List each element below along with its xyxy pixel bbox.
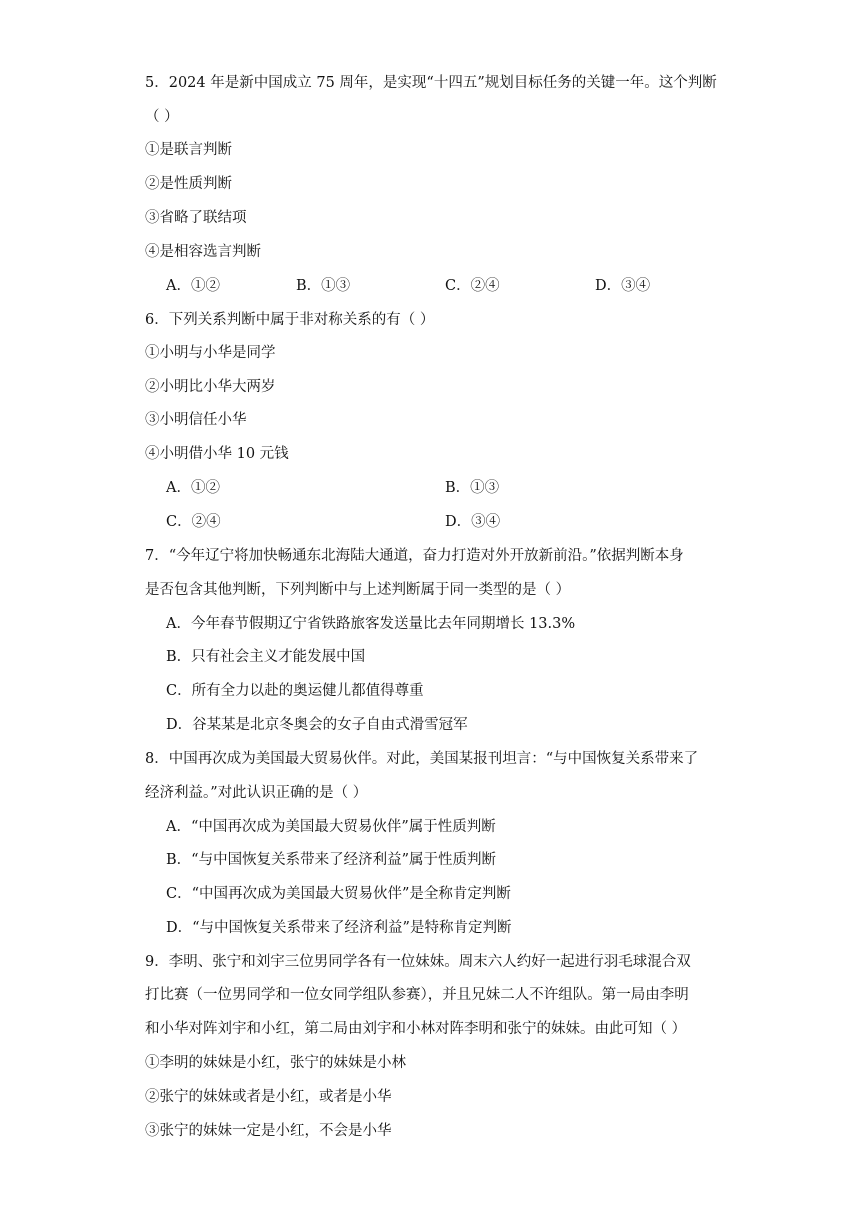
q9-item-1: ①李明的妹妹是小红，张宁的妹妹是小林 [145,1055,406,1071]
q8-option-b: B．“与中国恢复关系带来了经济利益”属于性质判断 [166,852,496,868]
q7-option-c: C．所有全力以赴的奥运健儿都值得尊重 [166,683,424,699]
q5-item-2: ②是性质判断 [145,176,232,192]
q9-stem-line-3: 和小华对阵刘宇和小红，第二局由刘宇和小林对阵李明和张宁的妹妹。由此可知（ ） [145,1021,687,1037]
q8-option-a: A．“中国再次成为美国最大贸易伙伴”属于性质判断 [166,819,496,835]
q5-item-3: ③省略了联结项 [145,210,247,226]
q9-item-2: ②张宁的妹妹或者是小红，或者是小华 [145,1089,392,1105]
q7-stem-line-1: 7．“今年辽宁将加快畅通东北海陆大通道，奋力打造对外开放新前沿。”依据判断本身 [145,548,684,564]
q5-option-d: D．③④ [595,278,651,294]
q6-option-d: D．③④ [445,514,501,530]
q6-item-4: ④小明借小华 10 元钱 [145,446,289,462]
q6-stem-line-1: 6．下列关系判断中属于非对称关系的有（ ） [145,312,435,328]
q9-item-3: ③张宁的妹妹一定是小红，不会是小华 [145,1123,392,1139]
q5-item-4: ④是相容选言判断 [145,244,261,260]
q5-stem-line-2: （ ） [145,109,179,125]
q6-item-1: ①小明与小华是同学 [145,345,276,361]
q7-option-d: D．谷某某是北京冬奥会的女子自由式滑雪冠军 [166,717,468,733]
q5-option-a: A．①② [166,278,220,294]
q5-option-b: B．①③ [296,278,351,294]
q7-stem-line-2: 是否包含其他判断，下列判断中与上述判断属于同一类型的是（ ） [145,582,571,598]
q6-option-b: B．①③ [445,480,500,496]
q8-stem-line-2: 经济利益。”对此认识正确的是（ ） [145,785,368,801]
q6-option-a: A．①② [166,480,220,496]
q9-stem-line-1: 9．李明、张宁和刘宇三位男同学各有一位妹妹。周末六人约好一起进行羽毛球混合双 [145,954,691,970]
q5-item-1: ①是联言判断 [145,142,232,158]
q8-option-c: C．“中国再次成为美国最大贸易伙伴”是全称肯定判断 [166,886,511,902]
q5-stem-line-1: 5．2024 年是新中国成立 75 周年，是实现“十四五”规划目标任务的关键一年。这个判断 [145,75,717,91]
q7-option-a: A．今年春节假期辽宁省铁路旅客发送量比去年同期增长 13.3% [166,616,576,632]
q6-item-2: ②小明比小华大两岁 [145,379,276,395]
q5-option-c: C．②④ [445,278,500,294]
q6-option-c: C．②④ [166,514,221,530]
q7-option-b: B．只有社会主义才能发展中国 [166,649,366,665]
q6-item-3: ③小明信任小华 [145,412,247,428]
q8-stem-line-1: 8．中国再次成为美国最大贸易伙伴。对此，美国某报刊坦言：“与中国恢复关系带来了 [145,751,699,767]
q8-option-d: D．“与中国恢复关系带来了经济利益”是特称肯定判断 [166,920,512,936]
q9-stem-line-2: 打比赛（一位男同学和一位女同学组队参赛），并且兄妹二人不许组队。第一局由李明 [145,987,689,1003]
